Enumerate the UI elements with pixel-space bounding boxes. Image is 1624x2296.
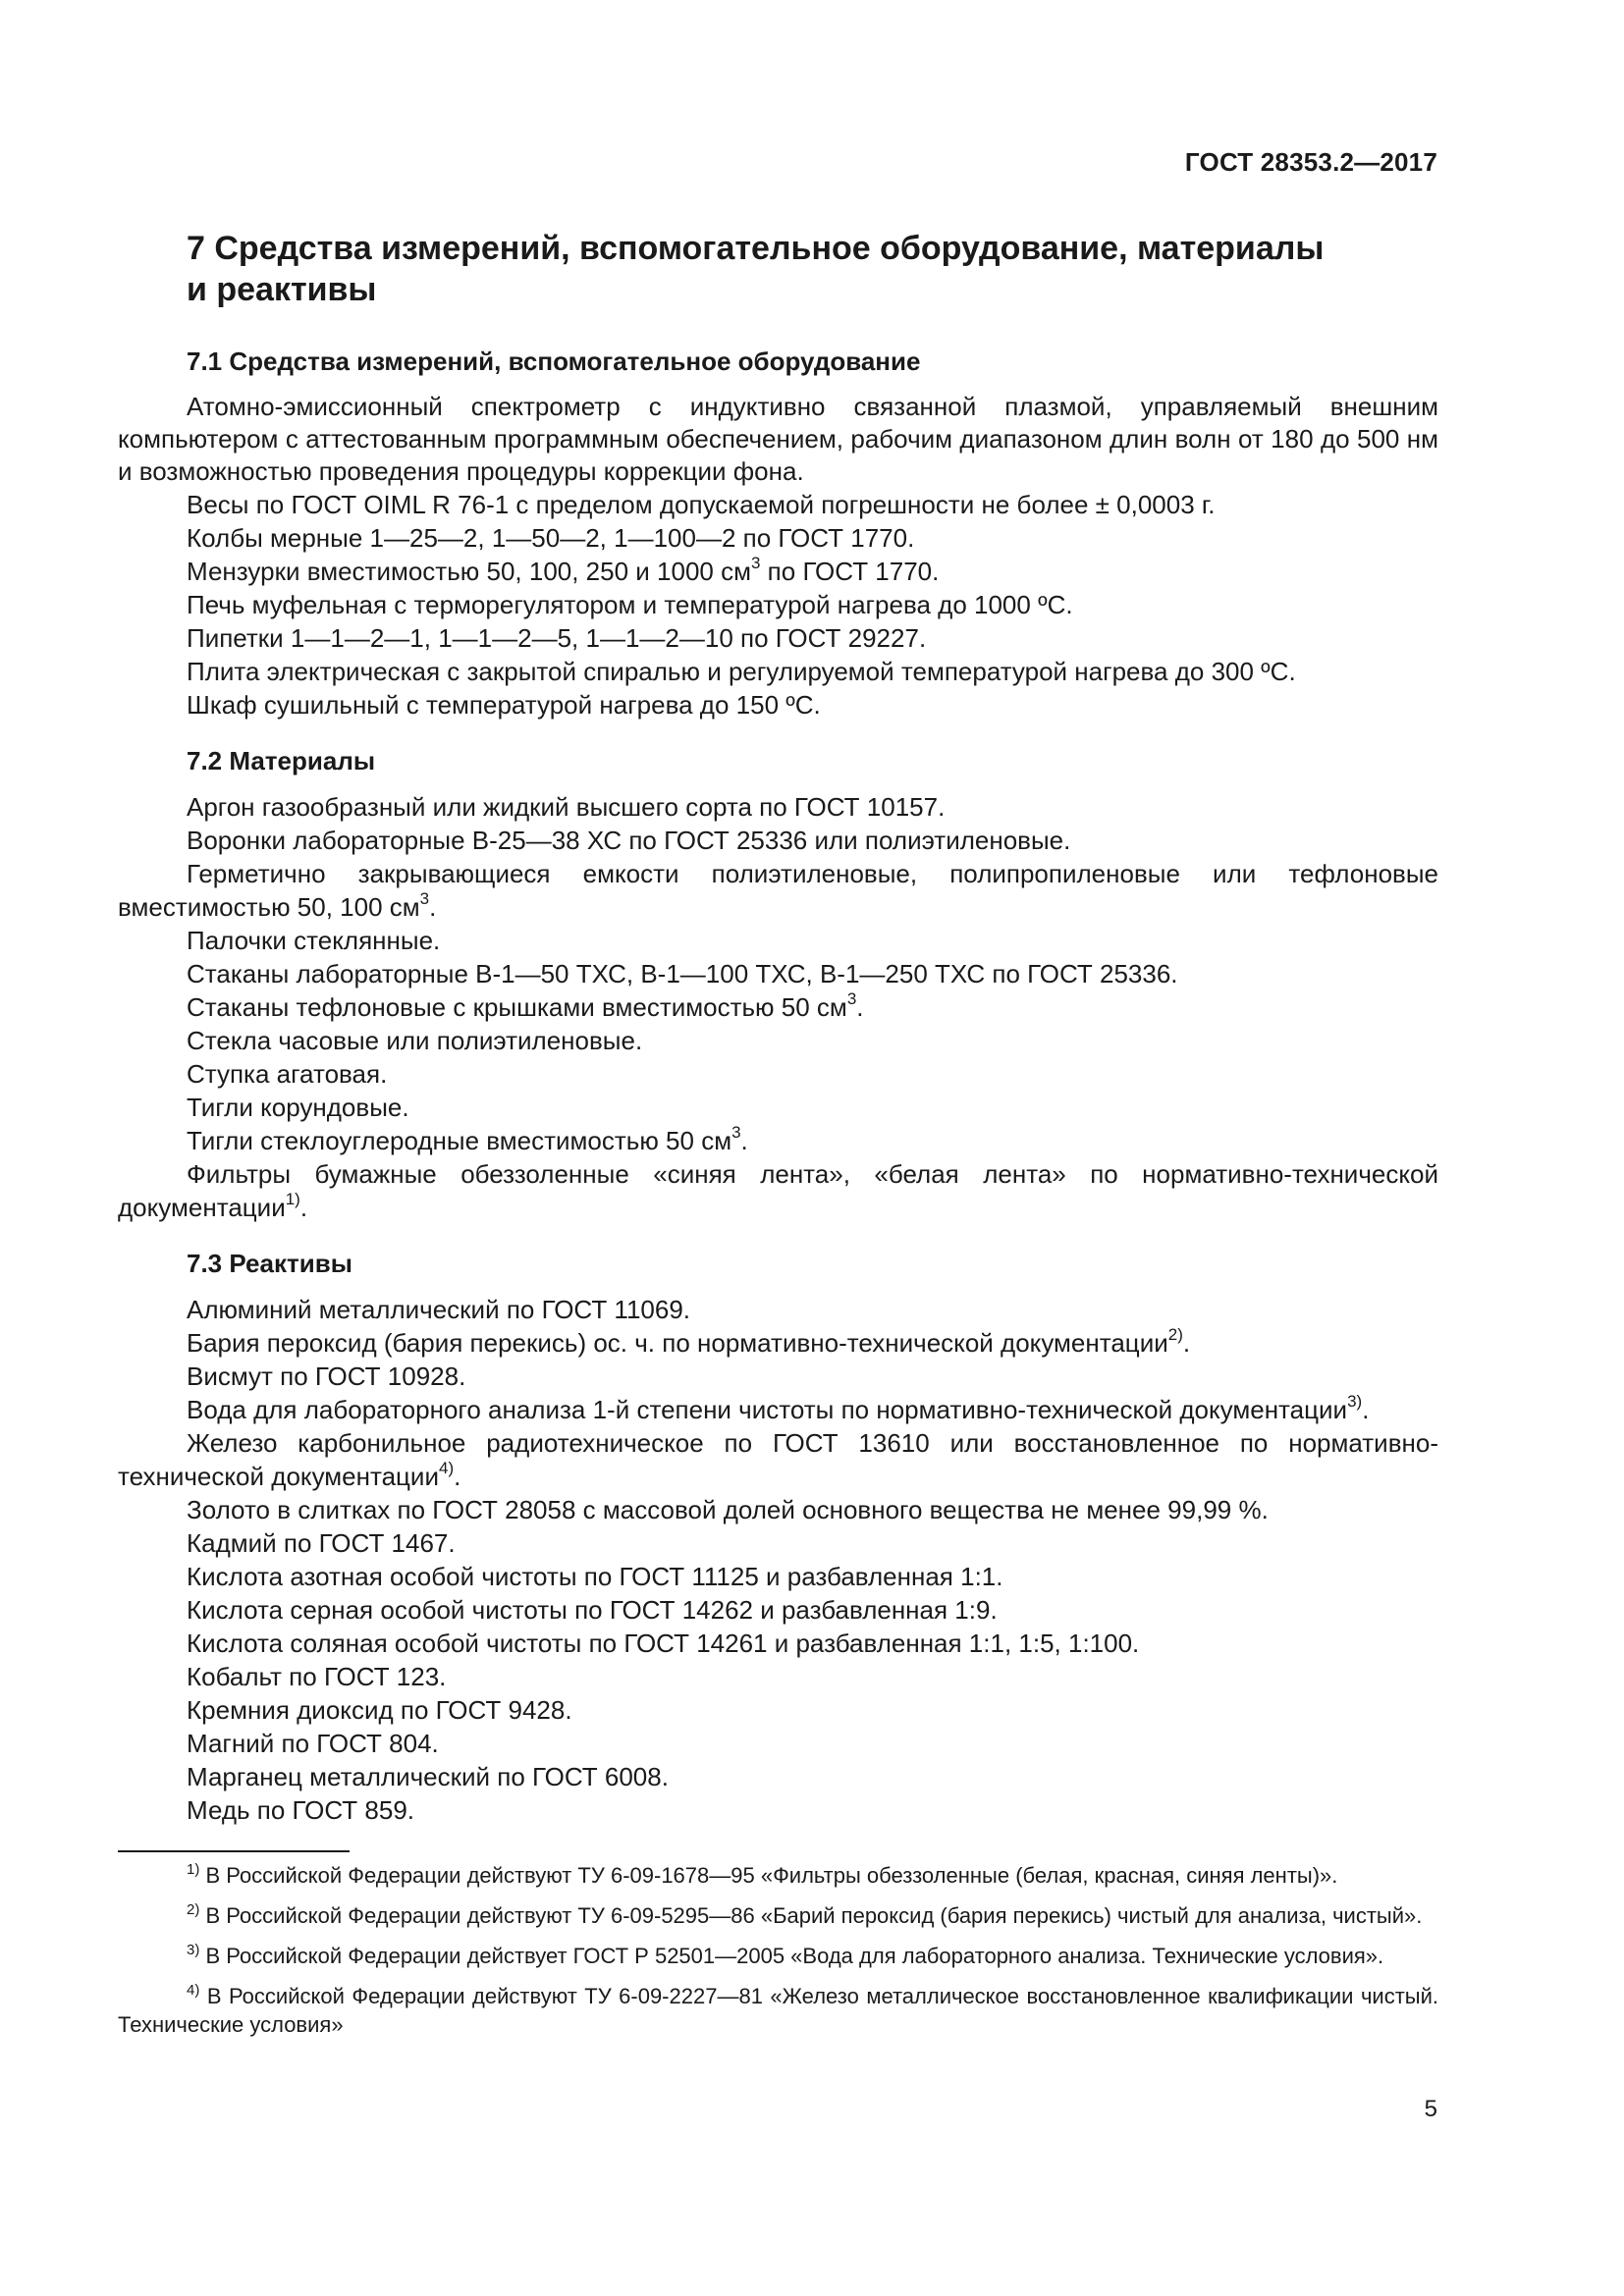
paragraph-text: Фильтры бумажные обеззоленные «синяя лента», «белая лента» по нормативно-технической документации — [118, 1159, 1438, 1222]
footnote-ref: 3) — [1347, 1392, 1363, 1412]
paragraph: Кадмий по ГОСТ 1467. — [187, 1528, 456, 1558]
footnote-text: В Российской Федерации действуют ТУ 6-09-5295—86 «Барий пероксид (бария перекись) чистый для анализа, чистый». — [199, 1903, 1423, 1928]
footnote-mark: 4) — [187, 1981, 200, 1999]
footnotes — [118, 1861, 1438, 2051]
paragraph: Воронки лабораторные В-25—38 ХС по ГОСТ 25336 или полиэтиленовые. — [187, 826, 1071, 855]
paragraph: Золото в слитках по ГОСТ 28058 с массовой долей основного вещества не менее 99,99 %. — [187, 1495, 1269, 1524]
paragraph-text: Железо карбонильное радиотехническое по ГОСТ 13610 или восстановленное по нормативно-технической документации — [118, 1428, 1438, 1491]
paragraph: Печь муфельная с терморегулятором и температурой нагрева до 1000 ºС. — [187, 590, 1073, 619]
paragraph: Кремния диоксид по ГОСТ 9428. — [187, 1695, 572, 1725]
section-title-7-1: 7.1 Средства измерений, вспомогательное оборудование — [187, 347, 921, 376]
page-body — [118, 228, 1438, 1827]
superscript: 3 — [750, 554, 761, 573]
footnote-mark: 2) — [187, 1900, 200, 1918]
paragraph-text: по ГОСТ 1770. — [760, 557, 940, 586]
paragraph: Магний по ГОСТ 804. — [187, 1729, 439, 1758]
chapter-title-line-1: 7 Средства измерений, вспомогательное оборудование, материалы — [187, 230, 1325, 267]
paragraph — [118, 1157, 1438, 1224]
paragraph-text: . — [429, 892, 437, 922]
footnote-text: В Российской Федерации действует ГОСТ Р 52501—2005 «Вода для лабораторного анализа. Технические условия». — [199, 1944, 1384, 1968]
footnote-ref: 1) — [285, 1190, 300, 1209]
paragraph-text: Герметично закрывающиеся емкости полиэтиленовые, полипропиленовые или тефлоновые вместимостью 50, 100 см — [118, 859, 1438, 922]
footnote — [118, 1942, 1438, 1970]
section-title-7-2: 7.2 Материалы — [187, 746, 376, 775]
chapter-title — [187, 228, 1438, 310]
paragraph — [118, 1124, 1438, 1157]
paragraph: Кобальт по ГОСТ 123. — [187, 1662, 447, 1691]
paragraph — [118, 1326, 1438, 1360]
paragraph: Марганец металлический по ГОСТ 6008. — [187, 1762, 669, 1791]
paragraph — [118, 990, 1438, 1024]
footnote-text: В Российской Федерации действуют ТУ 6-09-1678—95 «Фильтры обеззоленные (белая, красная, синяя ленты)». — [199, 1863, 1338, 1888]
paragraph: Кислота азотная особой чистоты по ГОСТ 11125 и разбавленная 1:1. — [187, 1562, 1003, 1591]
footnote-mark: 1) — [187, 1860, 200, 1878]
paragraph: Палочки стеклянные. — [187, 926, 441, 955]
paragraph-text: . — [1362, 1395, 1370, 1424]
footnote — [118, 1861, 1438, 1890]
paragraph-text: Тигли стеклоуглеродные вместимостью 50 см — [187, 1126, 732, 1155]
paragraph: Шкаф сушильный с температурой нагрева до 150 ºС. — [187, 690, 821, 720]
paragraph-text: . — [454, 1462, 461, 1491]
paragraph-text: . — [1182, 1328, 1191, 1358]
footnote-text: В Российской Федерации действуют ТУ 6-09-2227—81 «Железо металлическое восстановленное квалификации чистый. Технические условия» — [118, 1984, 1438, 2037]
superscript: 3 — [731, 1123, 741, 1143]
paragraph: Плита электрическая с закрытой спиралью и регулируемой температурой нагрева до 300 ºС. — [187, 657, 1296, 686]
paragraph-text: Бария пероксид (бария перекись) ос. ч. по нормативно-технической документации — [187, 1328, 1168, 1358]
footnote-ref: 2) — [1167, 1325, 1183, 1345]
superscript: 3 — [419, 889, 430, 909]
page-number: 5 — [1424, 2096, 1437, 2122]
paragraph: Алюминий металлический по ГОСТ 11069. — [187, 1295, 691, 1324]
paragraph-text: . — [856, 992, 864, 1022]
paragraph: Медь по ГОСТ 859. — [187, 1795, 415, 1825]
paragraph: Весы по ГОСТ OIML R 76-1 с пределом допускаемой погрешности не более ± 0,0003 г. — [187, 490, 1216, 519]
paragraph: Стаканы лабораторные В-1—50 ТХС, В-1—100 ТХС, В-1—250 ТХС по ГОСТ 25336. — [187, 959, 1178, 988]
document-code-header: ГОСТ 28353.2—2017 — [1184, 147, 1437, 177]
paragraph: Кислота соляная особой чистоты по ГОСТ 14261 и разбавленная 1:1, 1:5, 1:100. — [187, 1629, 1140, 1658]
paragraph-text: . — [740, 1126, 748, 1155]
chapter-title-line-2: и реактивы — [187, 271, 377, 308]
footnote-mark: 3) — [187, 1941, 200, 1958]
paragraph-text: Стаканы тефлоновые с крышками вместимостью 50 см — [187, 992, 847, 1022]
paragraph — [118, 1393, 1438, 1426]
paragraph: Висмут по ГОСТ 10928. — [187, 1362, 466, 1391]
paragraph-text: Мензурки вместимостью 50, 100, 250 и 1000 см — [187, 557, 751, 586]
paragraph: Тигли корундовые. — [187, 1093, 409, 1122]
paragraph — [118, 1426, 1438, 1493]
paragraph-text: . — [299, 1193, 308, 1222]
paragraph: Ступка агатовая. — [187, 1059, 388, 1089]
paragraph — [118, 857, 1438, 924]
paragraph: Атомно-эмиссионный спектрометр с индуктивно связанной плазмой, управляемый внешним компьютером с аттестованным программным обеспечением, рабочим диапазоном длин волн от 180 до 500 нм и возможностью проведения процедуры коррекции фона. — [118, 392, 1438, 486]
footnote — [118, 1982, 1438, 2039]
paragraph: Аргон газообразный или жидкий высшего сорта по ГОСТ 10157. — [187, 792, 946, 822]
paragraph-text: Вода для лабораторного анализа 1-й степени чистоты по нормативно-технической документации — [187, 1395, 1348, 1424]
superscript: 3 — [846, 989, 857, 1009]
footnote — [118, 1901, 1438, 1930]
footnote-divider — [118, 1850, 350, 1852]
paragraph: Стекла часовые или полиэтиленовые. — [187, 1026, 643, 1055]
paragraph: Пипетки 1—1—2—1, 1—1—2—5, 1—1—2—10 по ГОСТ 29227. — [187, 623, 927, 653]
paragraph — [118, 555, 1438, 588]
section-title-7-3: 7.3 Реактивы — [187, 1249, 352, 1278]
paragraph: Кислота серная особой чистоты по ГОСТ 14262 и разбавленная 1:9. — [187, 1595, 998, 1625]
footnote-ref: 4) — [438, 1459, 455, 1478]
paragraph: Колбы мерные 1—25—2, 1—50—2, 1—100—2 по ГОСТ 1770. — [187, 523, 915, 553]
